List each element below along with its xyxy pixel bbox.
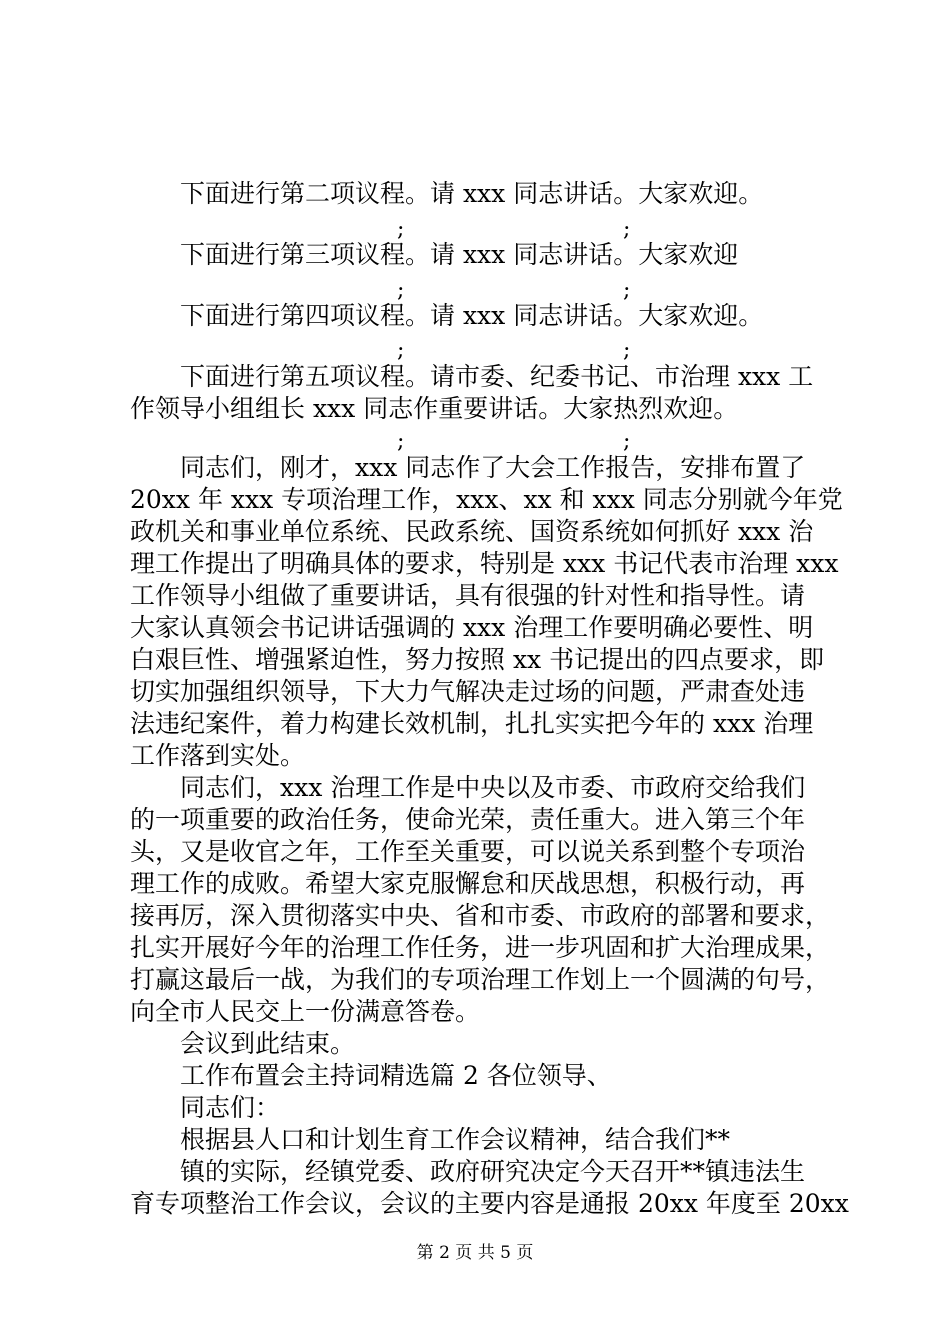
paragraph2-line: 扎实开展好今年的治理工作任务，进一步巩固和扩大治理成果， [130,933,831,962]
agenda-item-5: 下面进行第五项议程。请市委、纪委书记、市治理 xxx 工 [180,362,814,391]
separator: ; [397,217,405,242]
separator: ; [623,338,631,363]
agenda-item-3: 下面进行第三项议程。请 xxx 同志讲话。大家欢迎 [180,240,739,269]
closing-line: 会议到此结束。 [180,1029,356,1058]
separator: ; [623,429,631,454]
paragraph1-line: 白艰巨性、增强紧迫性，努力按照 xx 书记提出的四点要求，即 [130,645,825,674]
paragraph2-line: 理工作的成败。希望大家克服懈怠和厌战思想，积极行动，再 [130,869,806,898]
agenda-item-4: 下面进行第四项议程。请 xxx 同志讲话。大家欢迎。 [180,301,764,330]
section2-line: 镇的实际，经镇党委、政府研究决定今天召开**镇违法生 [180,1157,806,1186]
paragraph2-line: 打赢这最后一战，为我们的专项治理工作划上一个圆满的句号， [130,965,831,994]
paragraph1-line: 同志们，刚才，xxx 同志作了大会工作报告，安排布置了 [180,453,806,482]
section2-line: 根据县人口和计划生育工作会议精神，结合我们** [180,1125,731,1154]
agenda-item-2: 下面进行第二项议程。请 xxx 同志讲话。大家欢迎。 [180,179,764,208]
paragraph1-line: 切实加强组织领导，下大力气解决走过场的问题，严肃查处违 [130,677,806,706]
section2-line: 育专项整治工作会议，会议的主要内容是通报 20xx 年度至 20xx [130,1189,849,1218]
paragraph2-line: 向全市人民交上一份满意答卷。 [130,997,481,1026]
section2-greeting: 同志们： [180,1093,281,1122]
separator: ; [623,278,631,303]
paragraph1-line: 大家认真领会书记讲话强调的 xxx 治理工作要明确必要性、明 [130,613,814,642]
paragraph2-line: 头，又是收官之年，工作至关重要，可以说关系到整个专项治 [130,837,806,866]
section2-title: 工作布置会主持词精选篇 2 各位领导、 [180,1061,612,1090]
paragraph1-line: 理工作提出了明确具体的要求，特别是 xxx 书记代表市治理 xxx [130,549,839,578]
paragraph1-line: 法违纪案件，着力构建长效机制，扎扎实实把今年的 xxx 治理 [130,709,814,738]
separator: ; [397,338,405,363]
agenda-item-5-cont: 作领导小组组长 xxx 同志作重要讲话。大家热烈欢迎。 [130,394,739,423]
separator: ; [623,217,631,242]
separator: ; [397,278,405,303]
paragraph2-line: 接再厉，深入贯彻落实中央、省和市委、市政府的部署和要求， [130,901,831,930]
paragraph1-line: 工作落到实处。 [130,741,306,770]
paragraph2-line: 同志们，xxx 治理工作是中央以及市委、市政府交给我们 [180,773,806,802]
separator: ; [397,429,405,454]
paragraph1-line: 20xx 年 xxx 专项治理工作，xxx、xx 和 xxx 同志分别就今年党 [130,485,843,514]
paragraph1-line: 政机关和事业单位系统、民政系统、国资系统如何抓好 xxx 治 [130,517,814,546]
page-footer: 第 2 页 共 5 页 [416,1243,534,1263]
paragraph1-line: 工作领导小组做了重要讲话，具有很强的针对性和指导性。请 [130,581,806,610]
paragraph2-line: 的一项重要的政治任务，使命光荣，责任重大。进入第三个年 [130,805,806,834]
